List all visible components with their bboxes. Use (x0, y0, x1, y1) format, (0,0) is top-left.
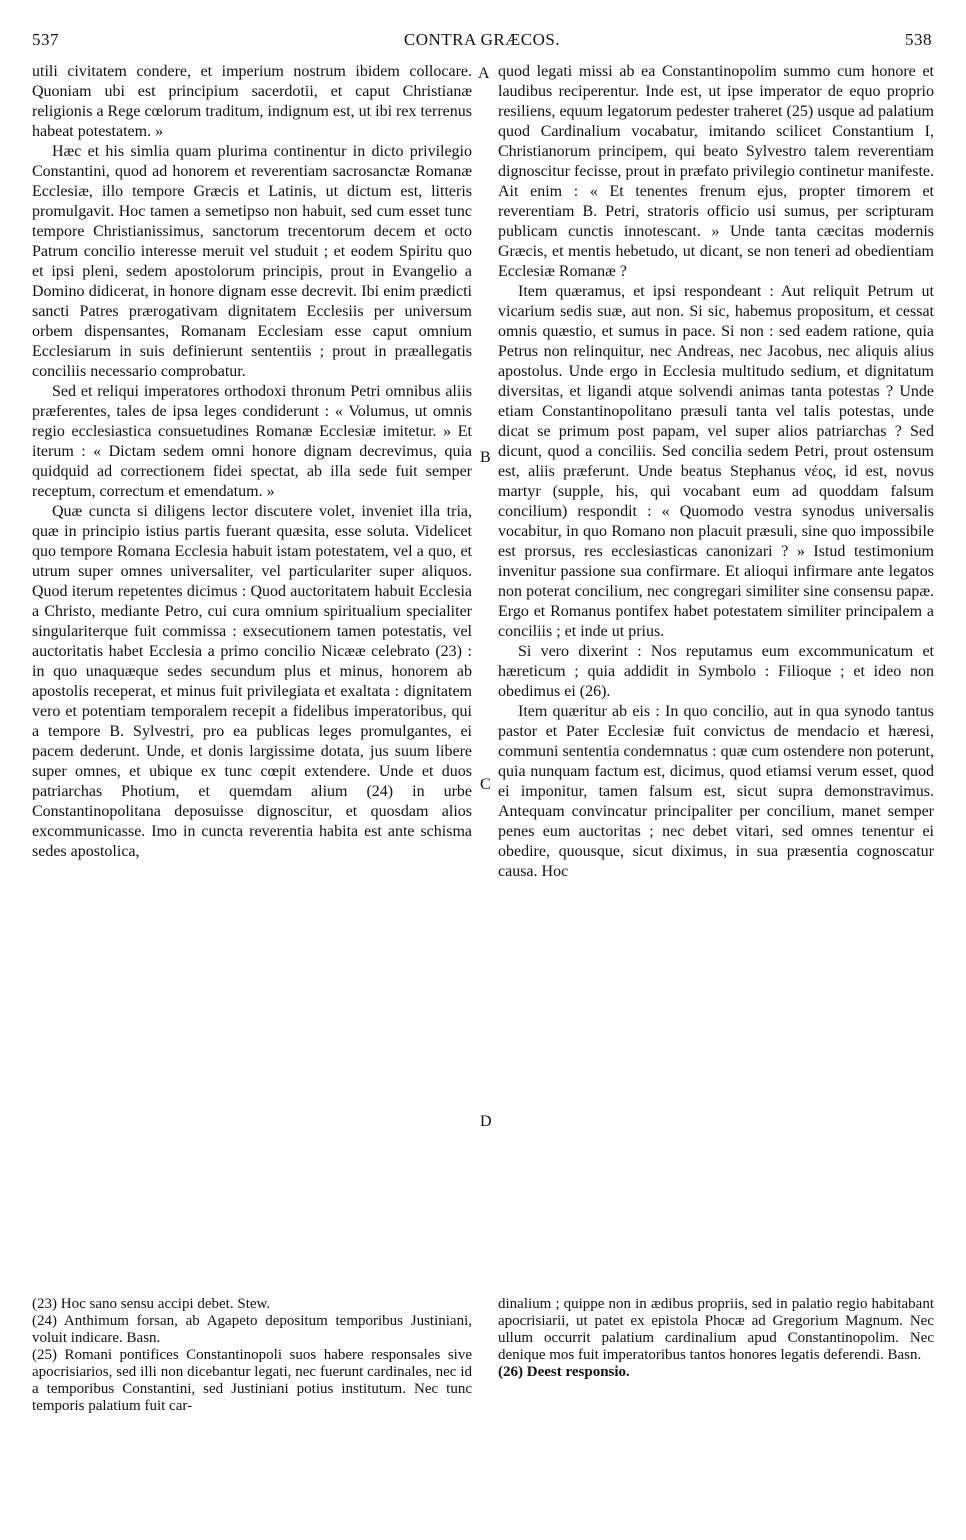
footnote: (23) Hoc sano sensu accipi debet. Stew. (32, 1296, 271, 1312)
footnotes-right (498, 1296, 934, 1381)
running-header (32, 30, 932, 56)
margin-letter-d: D (480, 1113, 492, 1130)
paragraph: Item quæritur ab eis : In quo concilio, aut in qua synodo tantus pastor et Pater Ecclesiæ fuit convictus de mendacio et hæresi, communi sententia condemnatus : quæ cum ostendere non poterunt, quia nunquam factum est, dicimus, quod etiamsi verum esset, quod ei imponitur, tamen falsum est, sicut supra demonstravimus. Antequam convincatur principaliter per concilium, manet semper penes eum auctoritas ; nec debet vitari, sed omnes tenentur ei obedire, quousque, sicut diximus, in sua præsentia cognoscatur causa. Hoc (498, 703, 934, 880)
footnote: (25) Romani pontifices Constantinopoli suos habere responsales sive apocrisiarios, sed illi non dicebantur legati, nec fuerunt cardinales, nec id a temporibus Constantini, sed Justiniani potius institutum. Nec tunc temporis palatium fuit car- (32, 1347, 472, 1414)
footnote: (26) Deest responsio. (498, 1364, 630, 1380)
footnote: dinalium ; quippe non in ædibus propriis, sed in palatio regio habitabant apocrisiarii, ut patet ex epistola Phocæ ad Gregorium Magnum. Nec ullum occurrit palatium cardinalium apud Constantinopolim. Nec denique mos fuit imperatoribus tantos honores legatis deferendi. Basn. (498, 1296, 934, 1363)
margin-letter-c: C (480, 776, 491, 793)
footnotes-left (32, 1296, 472, 1415)
left-column (32, 62, 472, 862)
paragraph: Hæc et his simlia quam plurima continentur in dicto privilegio Constantini, quod ad honorem et reverentiam sacrosanctæ Romanæ Ecclesiæ, illo tempore Græcis et Latinis, ut dictum est, litteris promulgavit. Hoc tamen a semetipso non habuit, sed cum esset tunc tempore Christianissimus, sanctorum trecentorum decem et octo Patrum concilio interesse meruit vel studuit ; et eodem Spiritu quo et ipsi pleni, sedem apostolorum principis, prout in Evangelio a Domino didicerat, in honore dignam esse decrevit. Ibi enim prædicti sancti Patres prærogativam dignitatem Ecclesiis per universum orbem dispensantes, Romanam Ecclesiam esse caput omnium Ecclesiarum in suis definierunt sententiis ; prout in præallegatis conciliis necessario comprobatur. (32, 143, 472, 380)
paragraph: utili civitatem condere, et imperium nostrum ibidem collocare. Quoniam ubi est principium sacerdotii, et caput Christianæ religionis a Rege cœlorum traditum, indignum est, ut ibi rex terrenus habeat potestatem. » (32, 63, 472, 140)
paragraph: Sed et reliqui imperatores orthodoxi thronum Petri omnibus aliis præferentes, tales de ipsa leges condiderunt : « Volumus, ut omnis regio ecclesiastica consuetudines Romanæ Ecclesiæ imitetur. » Et iterum : « Dictam sedem omni honore dignam decrevimus, quia quidquid ad correctionem fidei spectat, ab illa sede fuit semper receptum, correctum et emendatum. » (32, 383, 472, 500)
running-title: CONTRA GRÆCOS. (403, 30, 561, 49)
footnote: (24) Anthimum forsan, ab Agapeto depositum temporibus Justiniani, voluit indicare. Basn. (32, 1313, 472, 1346)
paragraph: Quæ cuncta si diligens lector discutere volet, inveniet illa tria, quæ in principio istius partis fuerant quæsita, esse soluta. Videlicet quo tempore Romana Ecclesia habuit istam potestatem, vel a quo, et utrum super omnes universaliter, vel particulariter super aliquos. Quod iterum repetentes dicimus : Quod auctoritatem habuit Ecclesia a Christo, mediante Petro, cui cura omnium spiritualium specialiter singulariterque fuit commissa : exsecutionem tamen potestatis, vel auctoritatis habet Ecclesia a primo concilio Nicææ celebrato (23) : in quo unaquæque sedes secundum plus et minus, honorem ab apostolis receperat, et minus fuit privilegiata et exaltata : dignitatem vero et potentiam temporalem recepit a fidelibus imperatoribus, qui a tempore B. Sylvestri, pro ea publicas leges promulgantes, ei pacem dederunt. Unde, et donis largissime dotata, jus suum libere super omnes, et ubique ex tunc cœpit extendere. Unde et duos patriarchas Photium, et quemdam alium (24) in urbe Constantinopolitana deposuisse dignoscitur, et quosdam alios excommunicasse. Imo in cuncta reverentia habita est ante schisma sedes apostolica, (32, 503, 472, 860)
page-number-right: 538 (905, 30, 932, 49)
paragraph: Item quæramus, et ipsi respondeant : Aut reliquit Petrum ut vicarium sedis suæ, aut non. Si sic, habemus propositum, et cessat omnis quæstio, et sumus in pace. Si non : sed eadem ratione, quia Petrus non relinquitur, nec Andreas, nec Jacobus, nec aliquis alius apostolus. Unde ergo in Ecclesia multitudo sedium, et dignitatum diversitas, et ligandi atque solvendi animas tanta potestas ? Unde etiam Constantinopolitano præsuli tanta vel talis potestas, unde dicat se primum post papam, vel super alios patriarchas ? Sed dicunt, quod a conciliis. Sed concilia sedem Petri, prout ostensum est, aliis præferunt. Unde beatus Stephanus νέος, id est, novus martyr (supple, his, qui vocabant eum ad quoddam falsum concilium) respondit : « Quomodo vestra synodus universalis vocabitur, in quo Romano non placuit præsuli, sine quo impossibile est prorsus, res ecclesiasticas canonizari ? » Istud testimonium invenitur passione sua confirmare. Et alioqui infirmare ante legatos non poterat concilium, nec congregari similiter sine consensu papæ. Ergo et Romanus pontifex habet potestatem similiter principalem a conciliis ; et inde ut prius. (498, 283, 934, 640)
margin-letter-b: B (480, 449, 491, 466)
right-column (498, 62, 934, 882)
page-number-left: 537 (32, 30, 59, 49)
paragraph: quod legati missi ab ea Constantinopolim summo cum honore et laudibus reciperentur. Inde est, ut ipse imperator de equo proprio resiliens, equum legatorum pedester traheret (25) usque ad palatium quod Cardinalium vocabatur, imitando scilicet Constantium I, Christianorum principem, qui beato Sylvestro talem reverentiam dignoscitur fecisse, prout in præfato privilegio continetur manifeste. Ait enim : « Et tenentes frenum ejus, propter timorem et reverentiam B. Petri, stratoris officio usi sumus, per scripturam publicam cunctis innotescant. » Unde tanta cæcitas modernis Græcis, et mentis hebetudo, ut dicant, se non teneri ad obedientiam Ecclesiæ Romanæ ? (498, 63, 934, 280)
margin-letter-a: A (478, 65, 490, 82)
paragraph: Si vero dixerint : Nos reputamus eum excommunicatum et hæreticum ; quia addidit in Symbolo : Filioque ; et ideo non obedimus ei (26). (498, 643, 934, 700)
